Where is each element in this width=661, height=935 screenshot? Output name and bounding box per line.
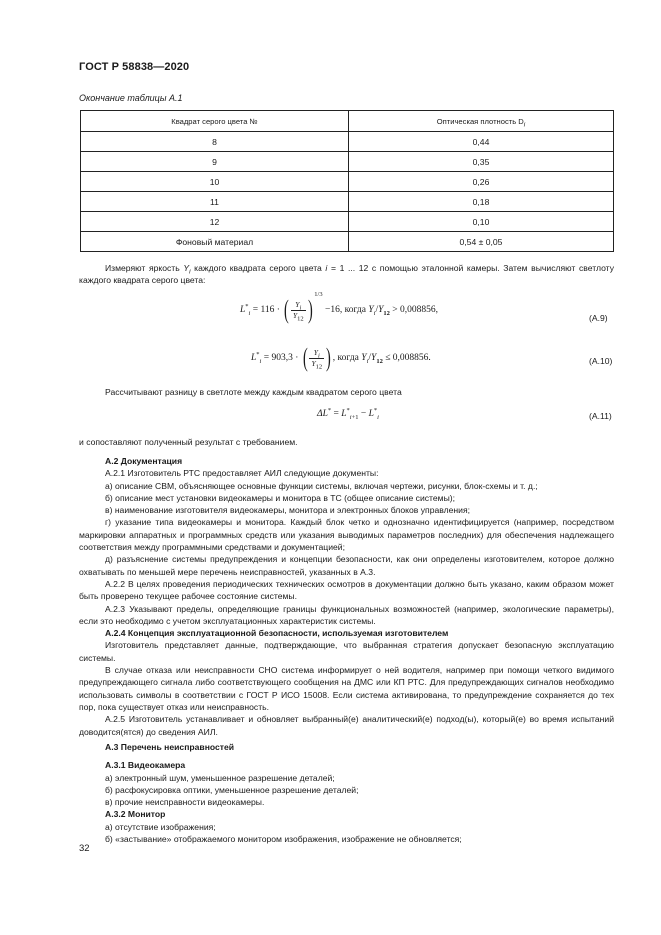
equation-number-a9: (А.9) [589, 313, 608, 323]
clause-a3-2-title: А.3.2 Монитор [105, 809, 166, 820]
clause-a2-4-title: А.2.4 Концепция эксплуатационной безопасности, используемая изготовителем [105, 628, 449, 639]
list-item: д) разъяснение системы предупреждения и концепции безопасности, как они определены изготовителем, которое должно охватывать по меньшей мере перечень неисправностей, указанных в А.3. [79, 554, 614, 577]
table-header-row [81, 111, 614, 132]
clause-a2-2: А.2.2 В целях проведения периодических технических осмотров в документации должно быть указано, каким образом может быть проверено текущее рабочее состояние системы. [79, 578, 614, 602]
table-cell: 12 [81, 212, 349, 232]
column-header-square: Квадрат серого цвета № [81, 111, 349, 132]
clause-a2-3: А.2.3 Указывают пределы, определяющие границы функциональных возможностей (например, экологические параметры), если это необходимо с учетом эксплуатационных характеристик системы. [79, 603, 614, 626]
equation-number-a10: (А.10) [589, 356, 613, 366]
list-item: а) отсутствие изображения; [105, 821, 216, 832]
table-caption: Окончание таблицы А.1 [79, 93, 183, 103]
section-a2 [79, 455, 614, 738]
section-a3 [79, 741, 614, 845]
table-cell: 0,44 [349, 132, 614, 152]
column-header-density: Оптическая плотность $D_i$ [349, 111, 614, 132]
table-cell: 0,10 [349, 212, 614, 232]
table-row [81, 172, 614, 192]
list-item: б) описание мест установки видеокамеры и монитора в ТС (общее описание системы); [105, 492, 455, 503]
list-item: б) расфокусировка оптики, уменьшенное разрешение деталей; [105, 784, 359, 795]
table-cell: 11 [81, 192, 349, 212]
gray-squares-table [80, 110, 614, 252]
table-cell: 0,26 [349, 172, 614, 192]
clause-a3-1-title: А.3.1 Видеокамера [105, 760, 186, 771]
list-item: в) прочие неисправности видеокамеры. [105, 797, 265, 808]
table-cell: 0,54 ± 0,05 [349, 232, 614, 252]
clause-a2-5: А.2.5 Изготовитель устанавливает и обновляет выбранный(е) аналитический(е) подход(ы), который(е) во время испытаний доводится(ятся) до сведения АИЛ. [79, 714, 614, 737]
table-cell: 10 [81, 172, 349, 192]
standard-header: ГОСТ Р 58838—2020 [79, 61, 190, 73]
table-cell: 8 [81, 132, 349, 152]
table-row [81, 132, 614, 152]
formula-a11: $\Delta L^* = L^*_{i+1} - L^*_i$ [317, 406, 379, 421]
table-row [81, 192, 614, 212]
list-item: б) «застывание» отображаемого монитором изображения, изображение не обновляется; [105, 834, 462, 845]
clause-a2-1: А.2.1 Изготовитель РТС предоставляет АИЛ следующие документы: [105, 468, 379, 479]
list-item: г) указание типа видеокамеры и монитора. Каждый блок четко и однозначно идентифицируется (например, посредством маркировки аппаратных и программных средств или указания выводимых параметров последних) для обеспечения надлежащего соответствия между программными средствами и документацией; [79, 517, 614, 553]
clause-a2-4-text: В случае отказа или неисправности СНО система информирует о ней водителя, например при помощи четкого видимого предупреждающего сигнала либо соответствующего сообщения на ДМС или КП РТС. Для предупреждающих сигналов необходимо использовать символы в соответствии с ГОСТ Р ИСО 15008. Если система активирована, то предупреждение сохраняется до тех пор, пока существует отказ или неисправность. [79, 665, 614, 712]
list-item: в) наименование изготовителя видеокамеры, монитора и электронных блоков управления; [105, 505, 471, 516]
table-row [81, 152, 614, 172]
section-a2-title: А.2 Документация [105, 456, 183, 466]
measure-paragraph: Измеряют яркость $Y_i$ каждого квадрата серого цвета i = 1 ... 12 с помощью эталонной камеры. Затем вычисляют светлоту каждого квадрата серого цвета: [79, 263, 614, 286]
list-item: а) описание СВМ, объясняющее основные функции системы, включая чертежи, рисунки, блок-схемы и т. д.; [105, 480, 538, 491]
compare-paragraph: и сопоставляют полученный результат с требованием. [79, 437, 298, 447]
page-number: 32 [79, 843, 90, 854]
equation-number-a11: (А.11) [589, 411, 612, 421]
difference-paragraph: Рассчитывают разницу в светлоте между каждым квадратом серого цвета [105, 387, 402, 397]
formula-a10: $L^*_i = 903,3$ · ( $\frac{Y_i}{Y_{12}}$ ) , когда $Y_i/Y_{12} \le 0,008856$. [251, 343, 431, 372]
table-cell: 0,18 [349, 192, 614, 212]
table-cell: Фоновый материал [81, 232, 349, 252]
formula-a9: $L^*_i = 116$ · ( $\frac{Y_i}{Y_{12}}$ )$^{1/3}$ −16, когда $Y_i/Y_{12} > 0,008856$, [240, 291, 438, 324]
list-item: а) электронный шум, уменьшенное разрешение деталей; [105, 772, 335, 783]
table-cell: 0,35 [349, 152, 614, 172]
table-cell: 9 [81, 152, 349, 172]
clause-a2-4-text: Изготовитель представляет данные, подтверждающие, что выбранная стратегия допускает безопасную эксплуатацию системы. [79, 640, 614, 663]
section-a3-title: А.3 Перечень неисправностей [105, 742, 235, 752]
table-row [81, 232, 614, 252]
table-row [81, 212, 614, 232]
